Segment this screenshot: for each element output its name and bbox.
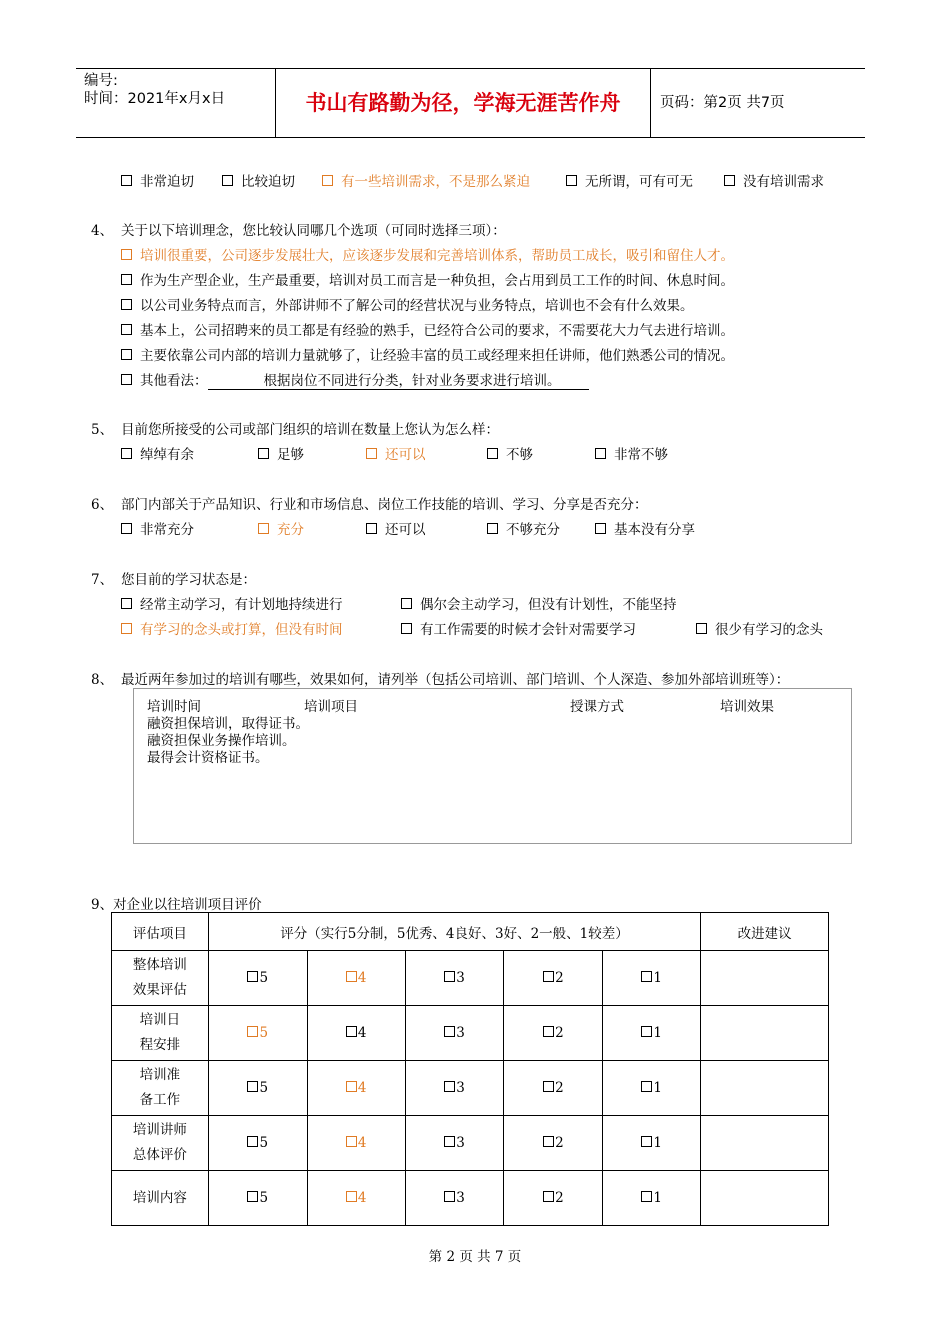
- table-row: [112, 1171, 829, 1226]
- checkbox-icon[interactable]: [247, 1081, 258, 1092]
- eval-item-line: 备工作: [139, 1092, 181, 1108]
- eval-item-label: [112, 1116, 209, 1171]
- header-suggestion: 改进建议: [701, 913, 829, 951]
- score-value: 1: [653, 1025, 663, 1041]
- q8-entry: 融资担保业务操作培训。: [147, 733, 296, 749]
- q8-col-method: 授课方式: [570, 699, 624, 715]
- document-date: 时间：2021年x月x日: [84, 91, 226, 107]
- q3-option-5[interactable]: 没有培训需求: [724, 170, 824, 190]
- q5-option-1[interactable]: 绰绰有余: [121, 443, 194, 463]
- eval-item-label: [112, 1061, 209, 1116]
- score-cell[interactable]: [603, 1171, 701, 1226]
- q4-option-5[interactable]: 主要依靠公司内部的培训力量就够了，让经验丰富的员工或经理来担任讲师，他们熟悉公司的情况。: [121, 344, 734, 364]
- checkbox-icon[interactable]: [346, 1191, 357, 1202]
- score-cell[interactable]: [504, 951, 603, 1006]
- suggestion-cell[interactable]: [701, 951, 829, 1006]
- q7-option-1[interactable]: 经常主动学习，有计划地持续进行: [121, 593, 343, 613]
- q7-title: 7、 您目前的学习状态是：: [91, 572, 256, 588]
- q5-option-5[interactable]: 非常不够: [595, 443, 668, 463]
- q4-title: 4、 关于以下培训理念，您比较认同哪几个选项（可同时选择三项）：: [91, 223, 506, 239]
- q5-title: 5、 目前您所接受的公司或部门组织的培训在数量上您认为怎么样：: [91, 422, 499, 438]
- checkbox-icon[interactable]: [366, 523, 377, 534]
- table-row: [112, 1061, 829, 1116]
- score-value: 5: [259, 1190, 269, 1206]
- checkbox-icon[interactable]: [641, 1081, 652, 1092]
- checkbox-icon[interactable]: [222, 175, 233, 186]
- checkbox-icon[interactable]: [247, 1026, 258, 1037]
- q3-option-1[interactable]: 非常迫切: [121, 170, 194, 190]
- eval-item-line: 培训准: [139, 1067, 181, 1083]
- score-value: 4: [357, 1025, 367, 1041]
- q5-option-3-selected[interactable]: 还可以: [366, 443, 426, 463]
- checkbox-icon[interactable]: [595, 448, 606, 459]
- score-cell[interactable]: [603, 951, 701, 1006]
- checkbox-icon[interactable]: [543, 971, 554, 982]
- eval-item-label: [112, 1171, 209, 1226]
- table-row: [112, 1116, 829, 1171]
- checkbox-icon[interactable]: [543, 1026, 554, 1037]
- header-eval-item: 评估项目: [112, 913, 209, 951]
- checkbox-icon[interactable]: [566, 175, 577, 186]
- score-cell[interactable]: [504, 1171, 603, 1226]
- checkbox-icon[interactable]: [121, 175, 132, 186]
- page-footer: 第 2 页 共 7 页: [428, 1249, 522, 1265]
- score-cell[interactable]: [208, 1116, 307, 1171]
- page-header: [76, 68, 865, 138]
- score-cell[interactable]: [504, 1006, 603, 1061]
- checkbox-icon[interactable]: [444, 1026, 455, 1037]
- score-cell[interactable]: [405, 951, 504, 1006]
- score-value: 4: [357, 1080, 367, 1096]
- score-value: 1: [653, 970, 663, 986]
- q3-option-4[interactable]: 无所谓，可有可无: [566, 170, 693, 190]
- score-value: 4: [357, 970, 367, 986]
- score-value: 4: [357, 1190, 367, 1206]
- suggestion-cell[interactable]: [701, 1061, 829, 1116]
- score-value: 1: [653, 1190, 663, 1206]
- checkbox-icon[interactable]: [444, 1191, 455, 1202]
- header-meta: [76, 69, 276, 137]
- checkbox-icon[interactable]: [121, 349, 132, 360]
- checkbox-icon[interactable]: [247, 1191, 258, 1202]
- checkbox-icon[interactable]: [121, 324, 132, 335]
- checkbox-icon[interactable]: [121, 249, 132, 260]
- q8-col-time: 培训时间: [147, 699, 201, 715]
- score-cell[interactable]: [405, 1116, 504, 1171]
- checkbox-icon[interactable]: [346, 1136, 357, 1147]
- q4-option-4[interactable]: 基本上，公司招聘来的员工都是有经验的熟手，已经符合公司的要求，不需要花大力气去进行培训。: [121, 319, 734, 339]
- suggestion-cell[interactable]: [701, 1116, 829, 1171]
- score-cell[interactable]: [307, 1061, 405, 1116]
- checkbox-icon[interactable]: [641, 1136, 652, 1147]
- checkbox-icon[interactable]: [366, 448, 377, 459]
- q8-col-effect: 培训效果: [720, 699, 774, 715]
- checkbox-icon[interactable]: [543, 1136, 554, 1147]
- q6-title: 6、 部门内部关于产品知识、行业和市场信息、岗位工作技能的培训、学习、分享是否充分：: [91, 497, 648, 513]
- checkbox-icon[interactable]: [346, 1026, 357, 1037]
- score-cell[interactable]: [504, 1061, 603, 1116]
- checkbox-icon[interactable]: [487, 523, 498, 534]
- q6-option-4[interactable]: 不够充分: [487, 518, 560, 538]
- score-cell[interactable]: [307, 1116, 405, 1171]
- table-row: [112, 951, 829, 1006]
- score-value: 2: [555, 1080, 564, 1096]
- eval-item-line: 培训日: [139, 1012, 181, 1028]
- checkbox-icon[interactable]: [121, 598, 132, 609]
- checkbox-icon[interactable]: [121, 299, 132, 310]
- q7-option-2[interactable]: 偶尔会主动学习，但没有计划性，不能坚持: [401, 593, 677, 613]
- checkbox-icon[interactable]: [543, 1191, 554, 1202]
- checkbox-icon[interactable]: [121, 274, 132, 285]
- document-number-label: 编号:: [84, 73, 118, 89]
- q8-entry: 融资担保培训，取得证书。: [147, 716, 309, 732]
- checkbox-icon[interactable]: [724, 175, 735, 186]
- score-value: 3: [456, 1025, 465, 1041]
- q6-option-2-selected[interactable]: 充分: [258, 518, 304, 538]
- score-value: 3: [456, 970, 465, 986]
- score-cell[interactable]: [208, 951, 307, 1006]
- checkbox-icon[interactable]: [595, 523, 606, 534]
- page-indicator: 页码：第2页 共7页: [660, 95, 785, 111]
- header-motto: 书山有路勤为径，学海无涯苦作舟: [276, 69, 651, 137]
- checkbox-icon[interactable]: [121, 374, 132, 385]
- checkbox-icon[interactable]: [641, 1026, 652, 1037]
- checkbox-icon[interactable]: [401, 623, 412, 634]
- eval-item-line: 培训讲师: [132, 1122, 187, 1138]
- q7-option-3-selected[interactable]: 有学习的念头或打算，但没有时间: [121, 618, 343, 638]
- q4-option-1-selected[interactable]: 培训很重要，公司逐步发展壮大，应该逐步发展和完善培训体系，帮助员工成长，吸引和留住人才。: [121, 244, 734, 264]
- evaluation-table: [111, 912, 829, 1226]
- checkbox-icon[interactable]: [444, 1081, 455, 1092]
- eval-item-line: 程安排: [139, 1037, 181, 1053]
- checkbox-icon[interactable]: [696, 623, 707, 634]
- q5-option-4[interactable]: 不够: [487, 443, 533, 463]
- checkbox-icon[interactable]: [346, 1081, 357, 1092]
- score-cell[interactable]: [504, 1116, 603, 1171]
- q9-title: 9、对企业以往培训项目评价: [91, 897, 262, 913]
- score-cell[interactable]: [603, 1006, 701, 1061]
- q6-option-3[interactable]: 还可以: [366, 518, 426, 538]
- checkbox-icon[interactable]: [258, 448, 269, 459]
- score-value: 2: [555, 970, 564, 986]
- q8-title: 8、 最近两年参加过的培训有哪些，效果如何，请列举（包括公司培训、部门培训、个人深造、参加外部培训班等）：: [91, 672, 790, 688]
- score-value: 5: [259, 970, 269, 986]
- eval-item-line: 总体评价: [132, 1147, 187, 1163]
- score-value: 3: [456, 1080, 465, 1096]
- eval-item-label: [112, 951, 209, 1006]
- q3-option-2[interactable]: 比较迫切: [222, 170, 295, 190]
- checkbox-icon[interactable]: [346, 971, 357, 982]
- checkbox-icon[interactable]: [121, 523, 132, 534]
- q4-other-answer[interactable]: 根据岗位不同进行分类，针对业务要求进行培训。: [208, 369, 589, 390]
- q6-option-5[interactable]: 基本没有分享: [595, 518, 695, 538]
- score-value: 2: [555, 1135, 564, 1151]
- q4-option-other[interactable]: 其他看法： 根据岗位不同进行分类，针对业务要求进行培训。: [121, 369, 589, 390]
- score-cell[interactable]: [208, 1006, 307, 1061]
- checkbox-icon[interactable]: [487, 448, 498, 459]
- eval-item-label: [112, 1006, 209, 1061]
- q7-option-4[interactable]: 有工作需要的时候才会针对需要学习: [401, 618, 636, 638]
- table-row: [112, 1006, 829, 1061]
- eval-item-line: 培训内容: [132, 1189, 187, 1206]
- q4-option-2[interactable]: 作为生产型企业，生产最重要，培训对员工而言是一种负担，会占用到员工工作的时间、休息时间。: [121, 269, 734, 289]
- score-cell[interactable]: [405, 1061, 504, 1116]
- checkbox-icon[interactable]: [444, 971, 455, 982]
- score-value: 5: [259, 1025, 269, 1041]
- q8-col-project: 培训项目: [304, 699, 358, 715]
- q8-entry: 最得会计资格证书。: [147, 750, 269, 766]
- checkbox-icon[interactable]: [444, 1136, 455, 1147]
- checkbox-icon[interactable]: [258, 523, 269, 534]
- score-cell[interactable]: [603, 1061, 701, 1116]
- q3-option-3-selected[interactable]: 有一些培训需求，不是那么紧迫: [322, 170, 530, 190]
- eval-item-line: 整体培训: [132, 957, 187, 973]
- suggestion-cell[interactable]: [701, 1171, 829, 1226]
- checkbox-icon[interactable]: [401, 598, 412, 609]
- score-cell[interactable]: [307, 951, 405, 1006]
- checkbox-icon[interactable]: [641, 971, 652, 982]
- checkbox-icon[interactable]: [121, 623, 132, 634]
- score-value: 4: [357, 1135, 367, 1151]
- score-value: 5: [259, 1135, 269, 1151]
- score-cell[interactable]: [307, 1006, 405, 1061]
- score-cell[interactable]: [208, 1171, 307, 1226]
- score-cell[interactable]: [603, 1116, 701, 1171]
- suggestion-cell[interactable]: [701, 1006, 829, 1061]
- header-score: 评分（实行5分制，5优秀、4良好、3好、2一般、1较差）: [208, 913, 700, 951]
- score-cell[interactable]: [405, 1171, 504, 1226]
- score-value: 3: [456, 1135, 465, 1151]
- q4-option-3[interactable]: 以公司业务特点而言，外部讲师不了解公司的经营状况与业务特点，培训也不会有什么效果。: [121, 294, 694, 314]
- score-value: 2: [555, 1190, 564, 1206]
- q5-option-2[interactable]: 足够: [258, 443, 304, 463]
- score-cell[interactable]: [208, 1061, 307, 1116]
- q7-option-5[interactable]: 很少有学习的念头: [696, 618, 823, 638]
- score-value: 1: [653, 1135, 663, 1151]
- score-cell[interactable]: [307, 1171, 405, 1226]
- score-value: 3: [456, 1190, 465, 1206]
- q8-answer-box[interactable]: [133, 688, 852, 844]
- score-value: 1: [653, 1080, 663, 1096]
- checkbox-icon[interactable]: [322, 175, 333, 186]
- checkbox-icon[interactable]: [247, 1136, 258, 1147]
- score-value: 2: [555, 1025, 564, 1041]
- checkbox-icon[interactable]: [121, 448, 132, 459]
- checkbox-icon[interactable]: [543, 1081, 554, 1092]
- checkbox-icon[interactable]: [247, 971, 258, 982]
- checkbox-icon[interactable]: [641, 1191, 652, 1202]
- eval-item-line: 效果评估: [132, 982, 187, 998]
- score-value: 5: [259, 1080, 269, 1096]
- score-cell[interactable]: [405, 1006, 504, 1061]
- q6-option-1[interactable]: 非常充分: [121, 518, 194, 538]
